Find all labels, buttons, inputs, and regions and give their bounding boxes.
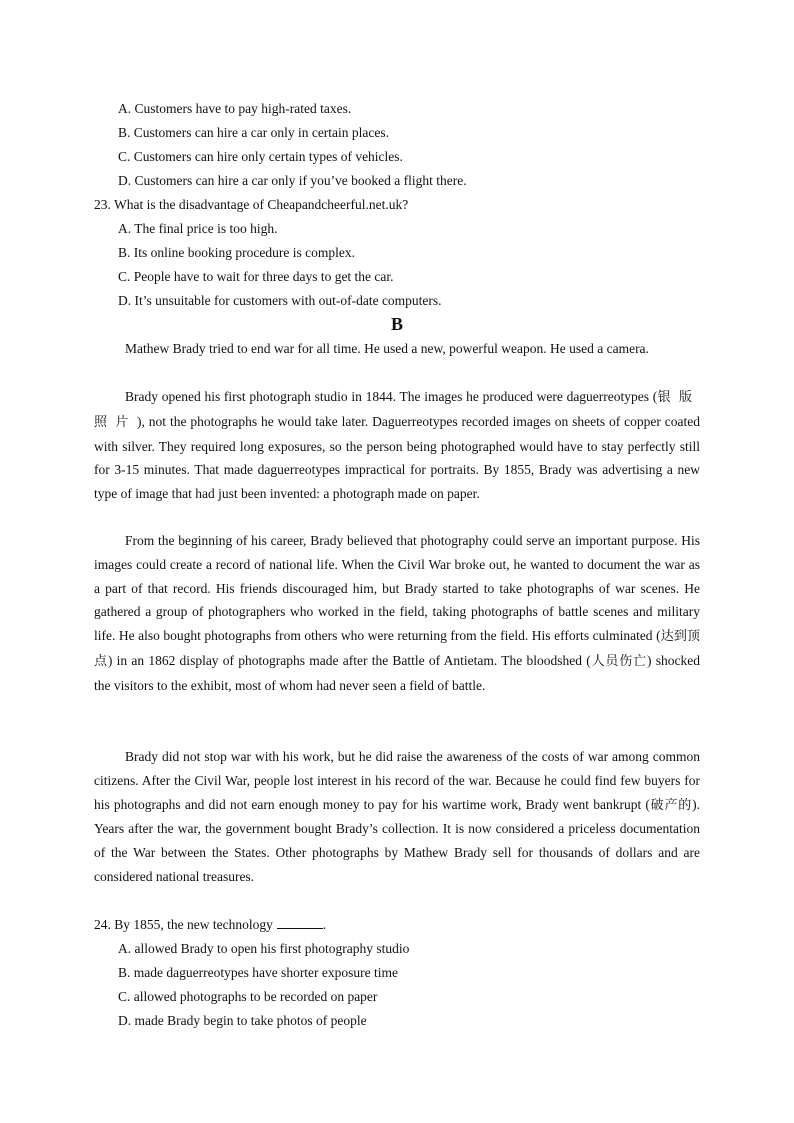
q24-option-b: B. made daguerreotypes have shorter exposure time	[118, 965, 399, 980]
q22-option-a: A. Customers have to pay high-rated taxes.	[118, 101, 352, 116]
gloss-bloodshed: 人员伤亡	[590, 653, 648, 669]
q24-option-c: C. allowed photographs to be recorded on paper	[118, 989, 378, 1004]
passage-paragraph-1: Mathew Brady tried to end war for all time. He used a new, powerful weapon. He used a camera.	[125, 341, 649, 356]
q22-option-c: C. Customers can hire only certain types of vehicles.	[118, 149, 403, 164]
q23-option-d: D. It’s unsuitable for customers with out-of-date computers.	[118, 293, 442, 308]
q24-stem: 24. By 1855, the new technology .	[94, 917, 327, 932]
q23-option-b: B. Its online booking procedure is complex.	[118, 245, 355, 260]
passage-paragraph-2: Brady opened his first photograph studio in 1844. The images he produced were daguerreotypes (银版照片), not the photographs he would take later. Daguerreotypes recorded images on sheets of copper coated with silver. They required long exposures, so the person being photographed would have to stay perfectly still for 3-15 minutes. That made daguerreotypes impractical for portraits. By 1855, Brady was advertising a new type of image that had just been invented: a photograph made on paper.	[94, 389, 700, 502]
gloss-culminated: 达到顶点	[94, 629, 700, 669]
passage-paragraph-3: From the beginning of his career, Brady believed that photography could serve an important purpose. His images could create a record of national life. When the Civil War broke out, he wanted to document the war as a part of that record. His friends discouraged him, but Brady started to take photographs of war scenes. He gathered a group of photographers who worked in the field, taking photographs of battle scenes and military life. He also bought photographs from others who were returning from the field. His efforts culminated (达到顶点) in an 1862 display of photographs made after the Battle of Antietam. The bloodshed (人员伤亡) shocked the visitors to the exhibit, most of whom had never seen a field of battle.	[94, 533, 700, 693]
gloss-bankrupt: 破产的	[649, 797, 693, 813]
q24-option-d: D. made Brady begin to take photos of people	[118, 1013, 367, 1028]
q23-stem: 23. What is the disadvantage of Cheapandcheerful.net.uk?	[94, 197, 409, 212]
section-title: B	[390, 314, 403, 334]
q24-option-a: A. allowed Brady to open his first photography studio	[118, 941, 410, 956]
q22-option-d: D. Customers can hire a car only if you’ve booked a flight there.	[118, 173, 467, 188]
q22-option-b: B. Customers can hire a car only in certain places.	[118, 125, 390, 140]
q23-option-a: A. The final price is too high.	[118, 221, 278, 236]
q23-option-c: C. People have to wait for three days to get the car.	[118, 269, 394, 284]
answer-blank	[277, 916, 323, 929]
gloss-daguerreotype: 银版照片	[94, 390, 700, 430]
passage-paragraph-4: Brady did not stop war with his work, but he did raise the awareness of the costs of war among common citizens. After the Civil War, people lost interest in his record of the war. Because he could find few buyers for his photographs and did not earn enough money to pay for his wartime work, Brady went bankrupt (破产的). Years after the war, the government bought Brady’s collection. It is now considered a priceless documentation of the War between the States. Other photographs by Mathew Brady sell for thousands of dollars and are considered national treasures.	[94, 749, 700, 884]
